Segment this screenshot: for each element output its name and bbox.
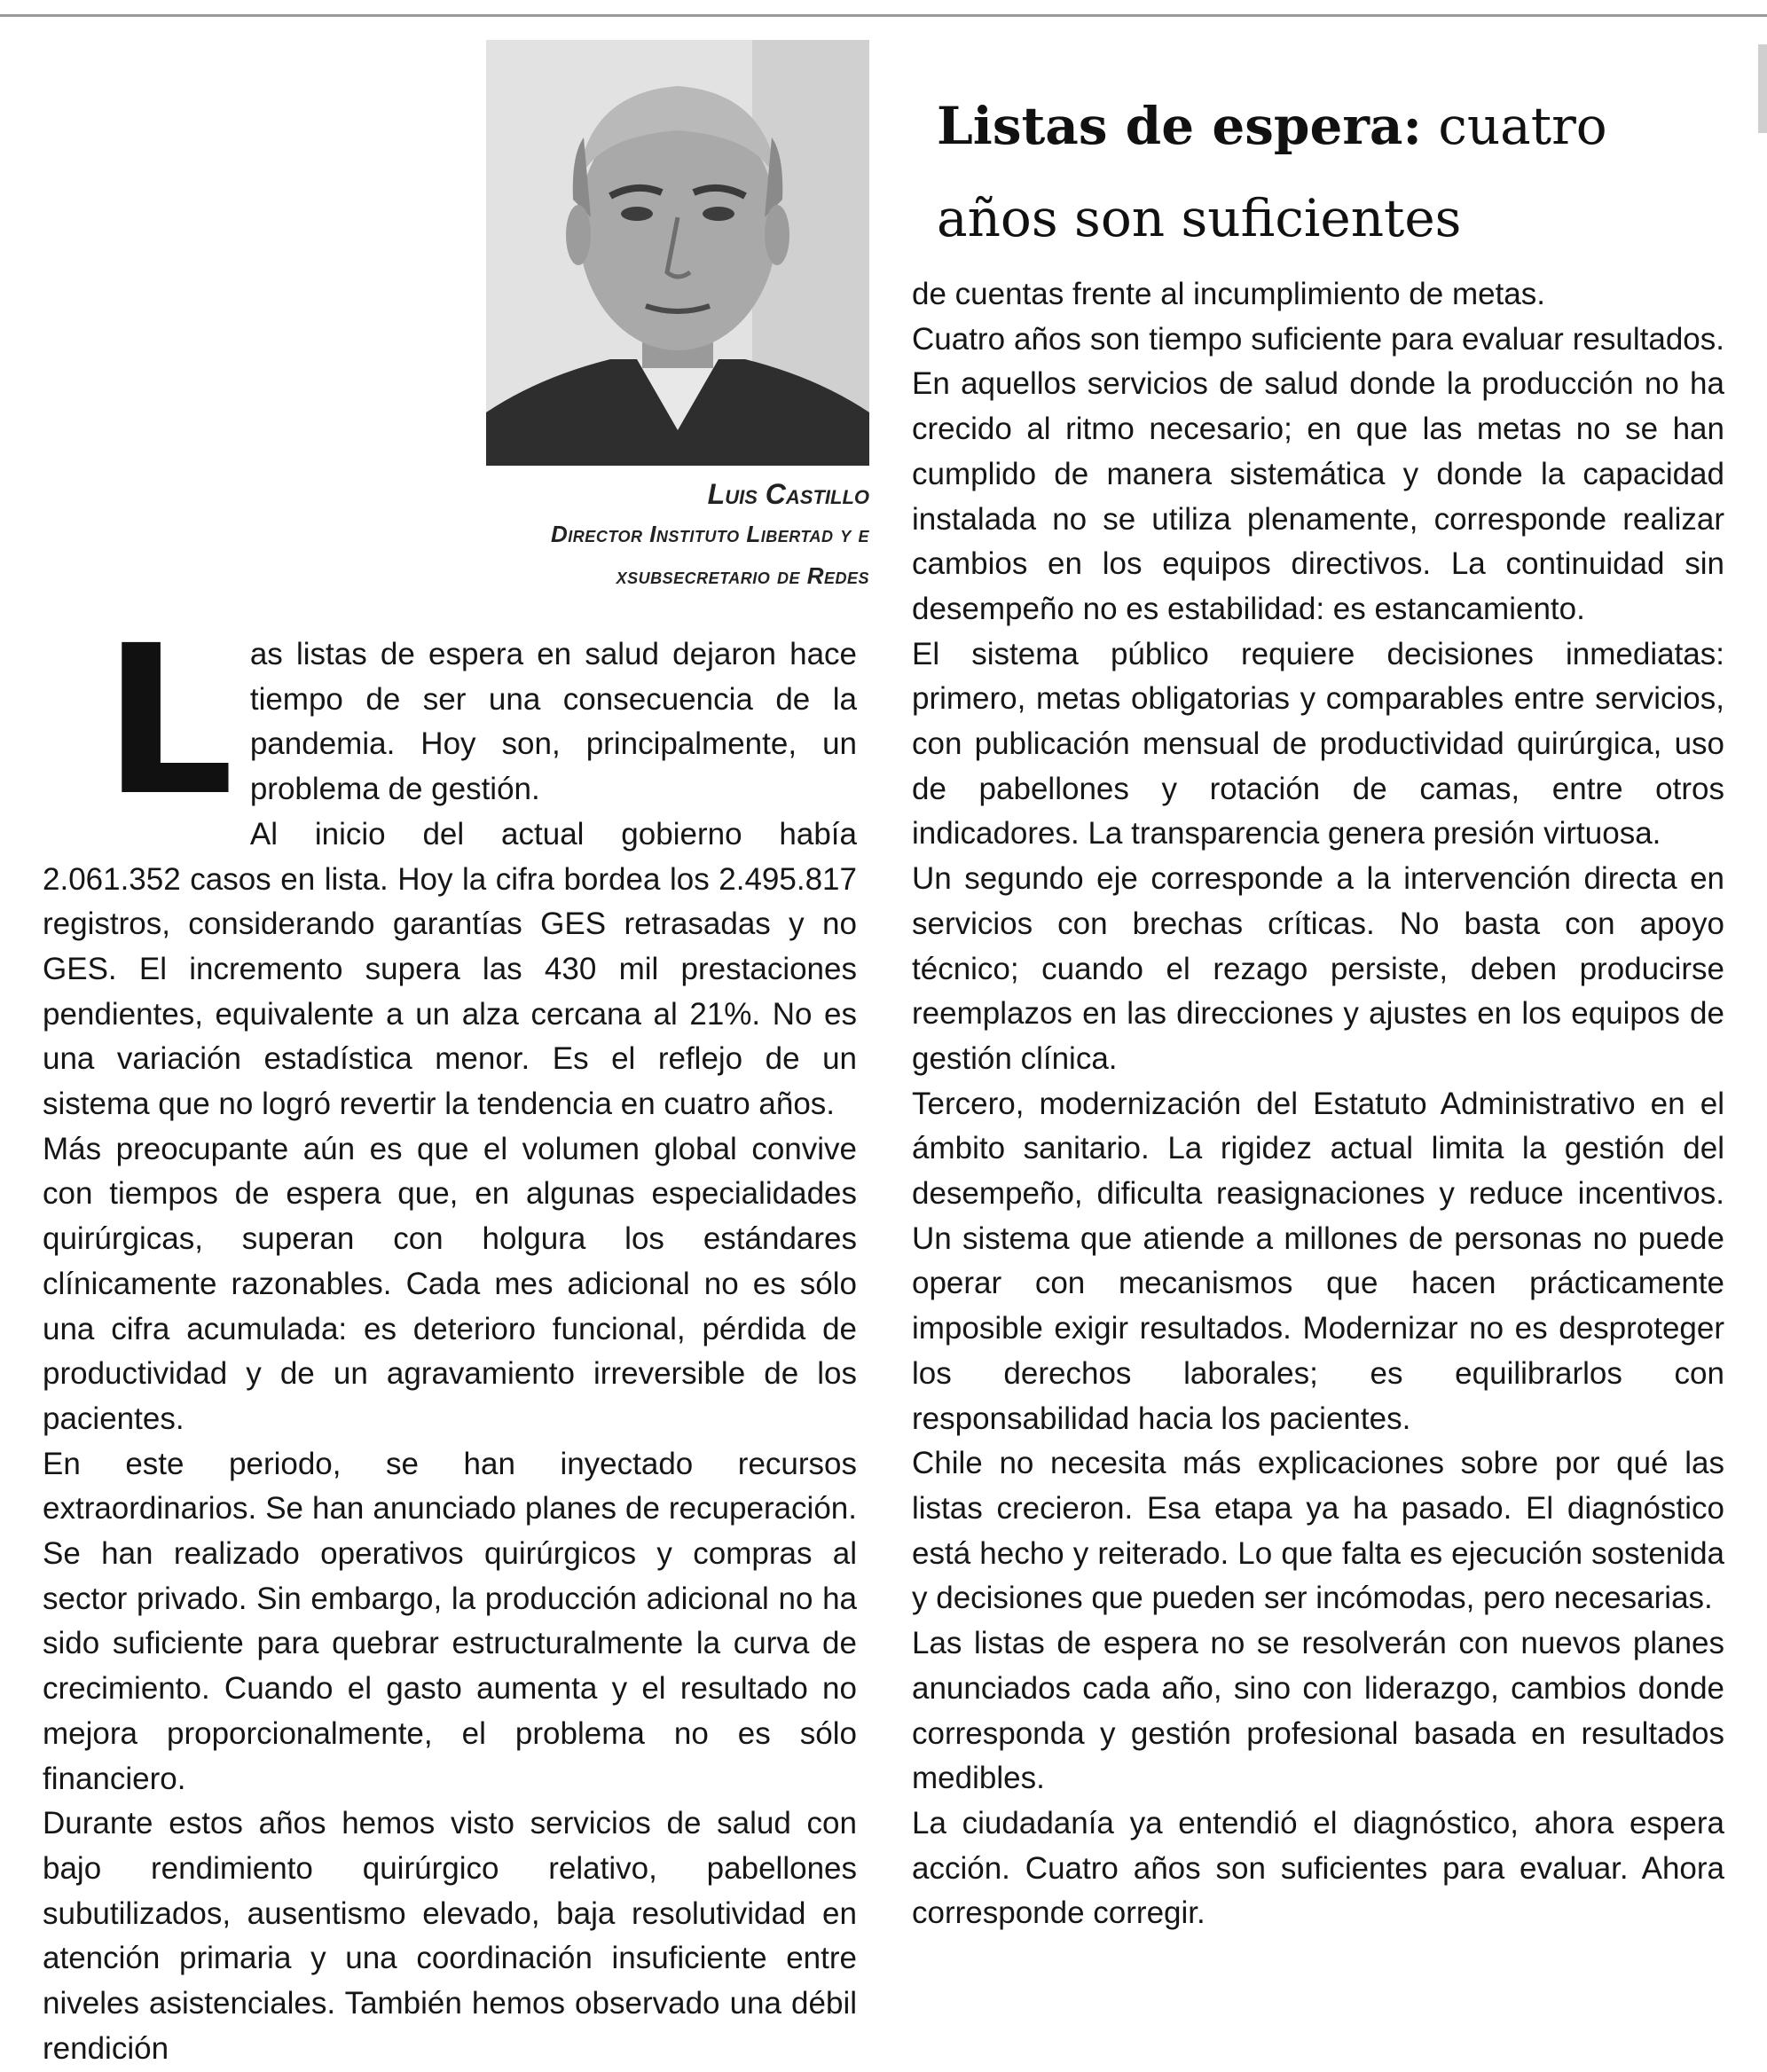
paragraph: Durante estos años hemos visto servicios de salud con bajo rendimiento quirúrgico relativo, pabellones subutilizados, ausentismo elevado, baja resolutividad en atención primaria y una coordinación insuficiente entre niveles asistenciales. También hemos observado una débil rendición — [43, 1806, 857, 2066]
drop-cap: L — [103, 601, 234, 841]
article-column-right — [912, 272, 1724, 1936]
author-photo — [486, 40, 869, 466]
headline-bold: Listas de espera: — [937, 96, 1422, 156]
paragraph: En este periodo, se han inyectado recursos extraordinarios. Se han anunciado planes de recuperación. Se han realizado operativos quirúrgicos y compras al sector privado. Sin embargo, la producción adicional no ha sido suficiente para quebrar estructuralmente la curva de crecimiento. Cuando el gasto aumenta y el resultado no mejora proporcionalmente, el problema no es sólo financiero. — [43, 1446, 857, 1796]
author-role-line-1: Director Instituto Libertad y e — [551, 521, 869, 547]
author-role-line-2: xsubsecretario de Redes — [616, 562, 869, 589]
author-name: Luis Castillo — [707, 478, 869, 510]
paragraph: Más preocupante aún es que el volumen global convive con tiempos de espera que, en algunas especialidades quirúrgicas, superan con holgura los estándares clínicamente razonables. Cada mes adicional no es sólo una cifra acumulada: es deterioro funcional, pérdida de productividad y de un agravamiento irreversible de los pacientes. — [43, 1131, 857, 1436]
article-column-left — [43, 601, 857, 2072]
paragraph: Chile no necesita más explicaciones sobre por qué las listas crecieron. Esa etapa ya ha pasado. El diagnóstico está hecho y reiterado. Lo que falta es ejecución sostenida y decisiones que pueden ser incómodas, pero necesarias. — [912, 1446, 1724, 1616]
author-byline — [373, 475, 869, 597]
paragraph: Un segundo eje corresponde a la intervención directa en servicios con brechas críticas. No basta con apoyo técnico; cuando el rezago persiste, deben producirse reemplazos en las direcciones y ajustes en los equipos de gestión clínica. — [912, 861, 1724, 1076]
paragraph: Al inicio del actual gobierno había 2.061.352 casos en lista. Hoy la cifra bordea los 2.495.817 registros, considerando garantías GES retrasadas y no GES. El incremento supera las 430 mil prestaciones pendientes, equivalente a un alza cercana al 21%. No es una variación estadística menor. Es el reflejo de un sistema que no logró revertir la tendencia en cuatro años. — [43, 816, 857, 1122]
paragraph: Las listas de espera no se resolverán con nuevos planes anunciados cada año, sino con liderazgo, cambios donde corresponda y gestión profesional basada en resultados medibles. — [912, 1626, 1724, 1796]
paragraph: El sistema público requiere decisiones inmediatas: primero, metas obligatorias y comparables entre servicios, con publicación mensual de productividad quirúrgica, uso de pabellones y rotación de camas, entre otros indicadores. La transparencia genera presión virtuosa. — [912, 636, 1724, 852]
paragraph: Tercero, modernización del Estatuto Administrativo en el ámbito sanitario. La rigidez actual limita la gestión del desempeño, dificulta reasignaciones y reduce incentivos. Un sistema que atiende a millones de personas no puede operar con mecanismos que hacen prácticamente imposible exigir resultados. Modernizar no es desproteger los derechos laborales; es equilibrarlos con responsabilidad hacia los pacientes. — [912, 1086, 1724, 1436]
paragraph: de cuentas frente al incumplimiento de metas. — [912, 277, 1545, 311]
paragraph: as listas de espera en salud dejaron hace tiempo de ser una consecuencia de la pandemia. Hoy son, principalmente, un problema de gestión. — [249, 637, 857, 807]
headline-rest: cuatro años son suficientes — [937, 96, 1607, 248]
adjacent-page-edge — [1758, 44, 1767, 133]
paragraph: Cuatro años son tiempo suficiente para evaluar resultados. En aquellos servicios de salud donde la producción no ha crecido al ritmo necesario; en que las metas no se han cumplido de manera sistemática y donde la capacidad instalada no se utiliza plenamente, corresponde realizar cambios en los equipos directivos. La continuidad sin desempeño no es estabilidad: es estancamiento. — [912, 321, 1724, 626]
paragraph: La ciudadanía ya entendió el diagnóstico, ahora espera acción. Cuatro años son suficientes para evaluar. Ahora corresponde corregir. — [912, 1805, 1724, 1931]
author-portrait-illustration — [486, 40, 869, 466]
article-headline — [937, 80, 1735, 264]
top-rule — [0, 14, 1767, 17]
